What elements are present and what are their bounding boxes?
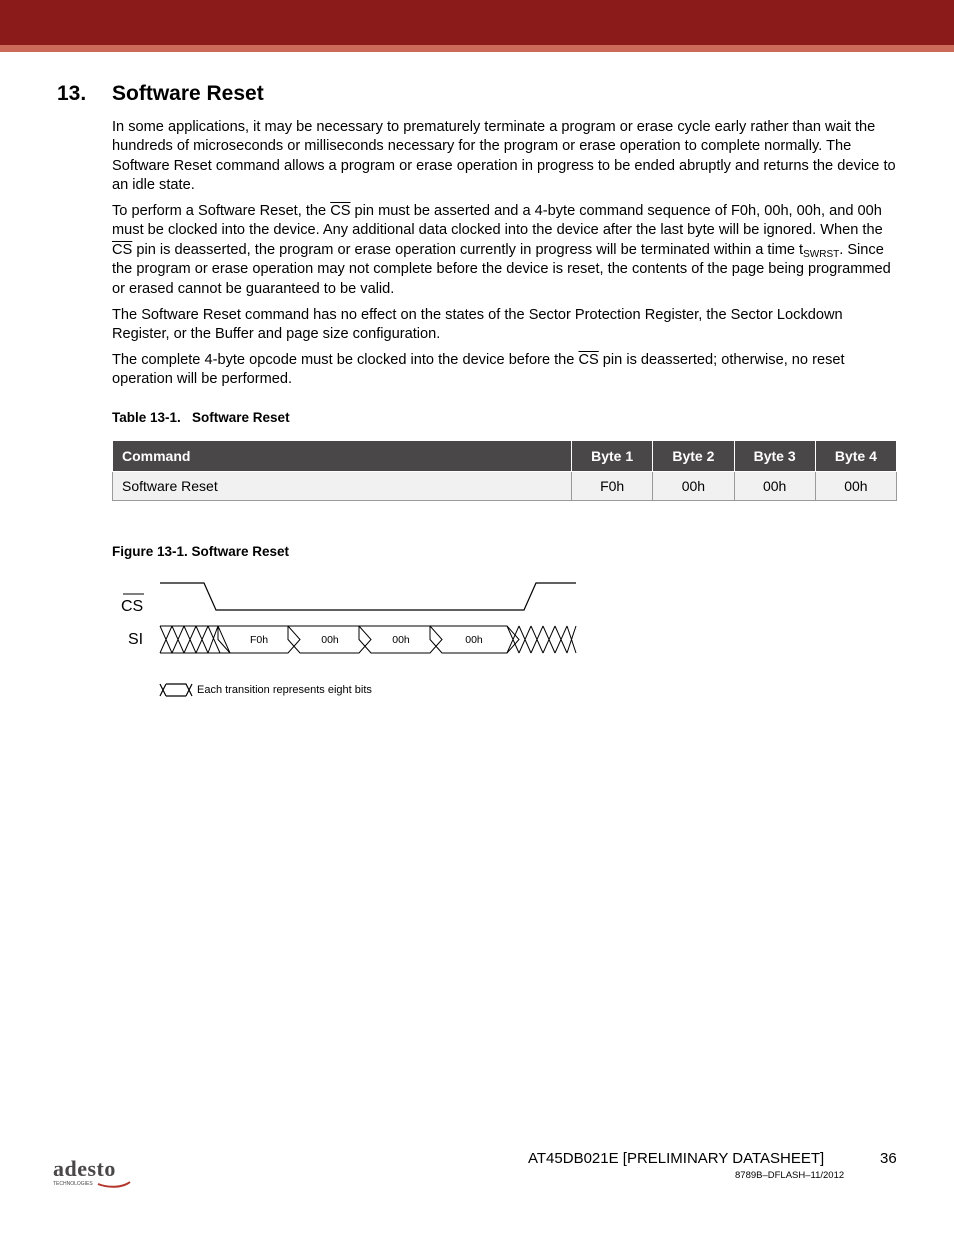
- text-run: pin must be asserted and a 4-byte command sequence of F0h, 00h, 00h, and 00h must be clocked into the device. Any additional data clocked into the device after the last byte will be ignored. When the: [112, 203, 883, 239]
- cell-command: Software Reset: [113, 472, 572, 501]
- si-dont-care-end: [507, 626, 576, 653]
- document-title: AT45DB021E [PRELIMINARY DATASHEET]: [528, 1150, 825, 1167]
- si-byte-1-label: F0h: [249, 634, 269, 646]
- si-byte-2-label: 00h: [321, 634, 339, 646]
- header-byte-2: Byte 2: [653, 441, 734, 472]
- header-byte-3: Byte 3: [734, 441, 815, 472]
- header-command: Command: [113, 441, 572, 472]
- document-code: 8789B–DFLASH–11/2012: [735, 1170, 845, 1181]
- text-run: pin is deasserted, the program or erase operation currently in progress will be terminated within a time t: [132, 241, 804, 258]
- page-number: 36: [880, 1150, 897, 1167]
- header-byte-4: Byte 4: [815, 441, 896, 472]
- cell-byte-1: F0h: [572, 472, 653, 501]
- logo-swoosh: [98, 1182, 130, 1187]
- si-dont-care-start: [160, 626, 220, 653]
- logo-wordmark: adesto: [53, 1156, 116, 1181]
- table-header-row: [113, 441, 897, 472]
- si-waveform: [160, 626, 576, 653]
- tswrst-subscript: SWRST: [803, 248, 840, 260]
- si-byte-3-label: 00h: [392, 634, 410, 646]
- cs-signal-name: $\overline{CS}$: [112, 241, 133, 258]
- section-title: Software Reset: [112, 82, 264, 105]
- text-run: The complete 4-byte opcode must be clocked into the device before the: [112, 352, 579, 368]
- header-byte-1: Byte 1: [572, 441, 653, 472]
- section-heading: [57, 82, 264, 106]
- text-run: pin is deasserted; otherwise, no reset operation will be performed.: [112, 352, 845, 388]
- paragraph-no-effect: The Software Reset command has no effect on the states of the Sector Protection Register, the Sector Lockdown Register, or the Buffer and page size configuration.: [112, 307, 843, 343]
- cell-byte-2: 00h: [653, 472, 734, 501]
- paragraph-intro: In some applications, it may be necessary to prematurely terminate a program or erase cycle early rather than wait the hundreds of microseconds or milliseconds necessary for the program or erase operation to complete normally. The Software Reset command allows a program or erase operation in progress to be ended abruptly and returns the device to an idle state.: [112, 119, 896, 194]
- adesto-logo: [52, 1156, 142, 1195]
- cell-byte-4: 00h: [815, 472, 896, 501]
- logo-image: [52, 1156, 142, 1190]
- legend-symbol: [160, 684, 192, 696]
- cs-waveform: [160, 583, 576, 610]
- table-row: [113, 472, 897, 501]
- section-number: 13.: [57, 82, 87, 105]
- timing-diagram: [112, 574, 592, 704]
- si-byte-4-label: 00h: [465, 634, 483, 646]
- text-run: . Since the program or erase operation may not complete before the device is reset, the contents of the page being programmed or erased cannot be guaranteed to be valid.: [112, 241, 891, 297]
- si-label: SI: [128, 631, 144, 648]
- software-reset-table: [112, 440, 897, 501]
- figure-caption: Figure 13-1. Software Reset: [112, 544, 290, 559]
- header-band: [0, 0, 954, 45]
- paragraph-opcode: [112, 351, 902, 390]
- table-caption: Table 13-1. Software Reset: [112, 410, 290, 425]
- cell-byte-3: 00h: [734, 472, 815, 501]
- legend-text: Each transition represents eight bits: [197, 684, 372, 696]
- cs-signal-name: $\overline{CS}$: [578, 352, 599, 368]
- cs-signal-name: $\overline{CS}$: [330, 203, 351, 219]
- text-run: To perform a Software Reset, the: [112, 203, 331, 219]
- logo-subtitle: TECHNOLOGIES: [53, 1181, 93, 1187]
- header-stripe: [0, 45, 954, 52]
- paragraph-procedure: [112, 202, 902, 299]
- cs-label: CS: [121, 598, 144, 615]
